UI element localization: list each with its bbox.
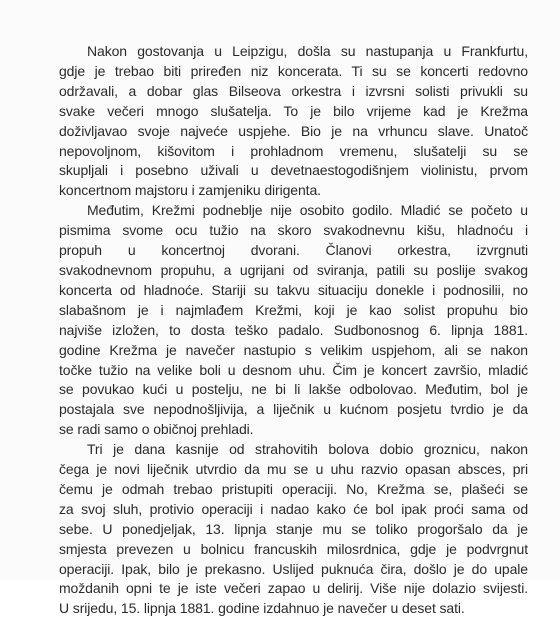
text-line: Nakon gostovanja u Leipzigu, došla su nastupanja u Frankfurtu, bbox=[87, 43, 528, 59]
paragraph-3 bbox=[31, 440, 528, 619]
text-line: pismima svome ocu tužio na skoro svakodnevnu kišu, hladnoću i bbox=[59, 222, 528, 239]
text-line: slabašnom je i najmlađem Krežmi, koji je kao solist propuhu bio bbox=[59, 301, 528, 318]
text-line: svake večeri mnogo slušatelja. To je bilo vrijeme kad je Krežma bbox=[59, 102, 528, 119]
text-line: čega je novi liječnik utvrdio da mu se u uhu razvio opasan absces, pri bbox=[59, 461, 528, 478]
text-line: doživljavao svoje najveće uspjehe. Bio je na vrhuncu slave. Unatoč bbox=[59, 122, 528, 139]
text-line: za svoj sluh, protivio operaciji i nadao kako će bol ipak proći sama od bbox=[59, 500, 528, 517]
text-line: koncerta od hladnoće. Stariji su takvu situaciju donekle i podnosilii, no bbox=[59, 281, 528, 298]
text-line: godine Krežma je navečer nastupio s velikim uspjehom, ali se nakon bbox=[59, 341, 528, 358]
text-line: skupljali i posebno uživali u devetnaestogodišnjem violinistu, prvom bbox=[59, 162, 528, 179]
text-line: održavali, a dobar glas Bilseova orkestra i izvrsni solisti privukli su bbox=[59, 82, 528, 99]
text-line: sebe. U ponedjeljak, 13. lipnja stanje mu se toliko progoršalo da je bbox=[59, 520, 528, 537]
text-line: postajala sve nepodnošljivija, a liječnik u kućnom posjetu tvrdio je da bbox=[59, 401, 528, 418]
text-line: svakodnevnom propuhu, a ugrijani od sviranja, patili su poslije svakog bbox=[59, 261, 528, 278]
text-line: se radi samo o običnoj prehladi. bbox=[59, 421, 254, 438]
text-line: Tri je dana kasnije od strahovitih bolova dobio groznicu, nakon bbox=[87, 441, 528, 458]
text-line: najviše izložen, to dosta teško padalo. Sudbonosnog 6. lipnja 1881. bbox=[59, 321, 528, 338]
text-line: nepovoljnom, kišovitom i prohladnom vremenu, slušatelji su se bbox=[59, 142, 528, 159]
text-line: smjesta prevezen u bolnicu francuskih milosrdnica, gdje je podvrgnut bbox=[59, 540, 528, 557]
text-line: operaciji. Ipak, bilo je prekasno. Uslijed puknuća čira, došlo je do upale bbox=[59, 560, 528, 577]
text-line: U srijedu, 15. lipnja 1881. godine izdahnuo je navečer u deset sati. bbox=[59, 600, 465, 617]
text-line: moždanih opni te je iste večeri zapao u delirij. Više nije dolazio svijesti. bbox=[59, 580, 528, 597]
text-line: točke tužio na velike boli u desnom uhu. Čim je koncert završio, mladić bbox=[59, 361, 528, 378]
text-line: propuh u koncertnoj dvorani. Članovi orkestra, izvrgnuti bbox=[59, 242, 528, 259]
text-line: gdje je trebao biti priređen niz koncerata. Ti su se koncerti redovno bbox=[59, 62, 528, 79]
text-line: čemu je odmah trebao pristupiti operaciji. No, Krežma se, plašeći se bbox=[59, 480, 528, 497]
text-line: koncertnom majstoru i zamjeniku dirigenta. bbox=[59, 182, 321, 199]
text-line: se povukao kući u postelju, ne bi li lakše odbolovao. Međutim, bol je bbox=[59, 381, 528, 398]
text-line: Međutim, Krežmi podneblje nije osobito godilo. Mladić se početo u bbox=[87, 202, 528, 219]
paragraph-2 bbox=[31, 201, 528, 440]
paragraph-1 bbox=[31, 42, 528, 201]
body-text bbox=[31, 42, 528, 619]
